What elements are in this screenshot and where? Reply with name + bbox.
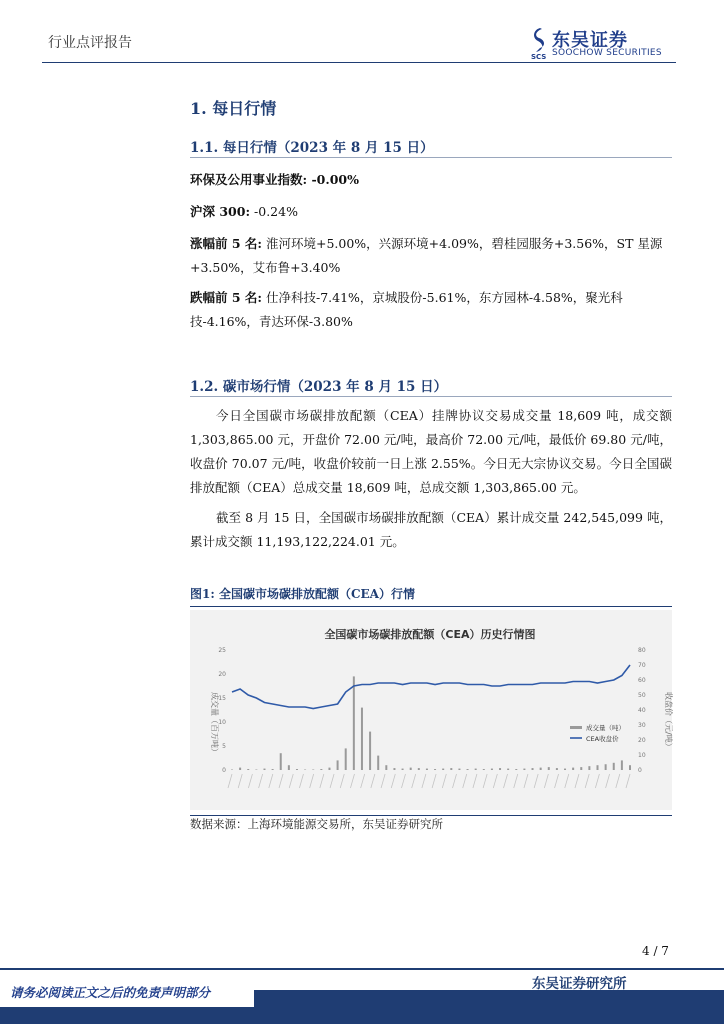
volume-bar xyxy=(377,756,379,770)
right-tick-label: 30 xyxy=(638,722,646,729)
report-type-label: 行业点评报告 xyxy=(48,35,132,51)
volume-bar xyxy=(369,732,371,770)
volume-bar xyxy=(523,769,525,770)
left-tick-label: 15 xyxy=(218,695,226,702)
volume-bar xyxy=(442,769,444,770)
subsection-divider xyxy=(190,157,672,158)
right-tick-label: 0 xyxy=(638,767,642,774)
volume-bar xyxy=(337,760,339,770)
volume-bar xyxy=(288,765,290,770)
volume-bar xyxy=(263,769,265,770)
hs300-line xyxy=(190,200,672,224)
disclaimer-box[interactable] xyxy=(0,976,254,1006)
right-tick-label: 40 xyxy=(638,707,646,714)
index-line xyxy=(190,168,672,192)
figure-top-rule xyxy=(190,606,672,607)
volume-bar xyxy=(605,764,607,770)
legend-price: CEA收盘价 xyxy=(586,735,619,743)
volume-bar xyxy=(572,768,574,770)
left-tick-label: 25 xyxy=(218,647,226,654)
section-title: 1. 每日行情 xyxy=(190,99,277,118)
volume-bar xyxy=(320,769,322,770)
volume-bar xyxy=(328,768,330,770)
subsection-divider xyxy=(190,396,672,397)
right-tick-label: 80 xyxy=(638,647,646,654)
volume-bar xyxy=(239,768,241,770)
volume-bar xyxy=(621,760,623,770)
right-axis-ticks xyxy=(638,647,646,774)
losers-line xyxy=(190,286,672,334)
volume-bar xyxy=(483,769,485,770)
volume-bar xyxy=(515,769,517,770)
volume-bar xyxy=(272,769,274,770)
volume-bar xyxy=(450,768,452,770)
gainers-line xyxy=(190,232,672,280)
figure-source: 数据来源：上海环境能源交易所，东吴证券研究所 xyxy=(190,817,443,831)
volume-bar xyxy=(540,768,542,770)
carbon-paragraph-2: 截至 8 月 15 日，全国碳市场碳排放配额（CEA）累计成交量 242,545,099 吨，累计成交额 11,193,122,224.01 元。 xyxy=(190,510,672,549)
volume-bar xyxy=(491,769,493,770)
volume-bar xyxy=(280,753,282,770)
volume-bar xyxy=(467,769,469,770)
right-tick-label: 20 xyxy=(638,737,646,744)
volume-bar xyxy=(345,748,347,770)
hs300-label: 沪深 300: xyxy=(190,204,251,219)
logo-english: SOOCHOW SECURITIES xyxy=(552,48,662,58)
footer-divider xyxy=(0,968,724,970)
left-axis-label: 成交量（百万吨） xyxy=(210,692,219,756)
logo-mark-text: SCS xyxy=(531,53,547,61)
gainers-label: 涨幅前 5 名: xyxy=(190,236,263,251)
footer-band xyxy=(0,1007,724,1024)
volume-bar xyxy=(410,768,412,770)
right-tick-label: 50 xyxy=(638,692,646,699)
disclaimer-text[interactable]: 请务必阅读正文之后的免责声明部分 xyxy=(10,985,211,1000)
right-axis-label: 收盘价（元/吨） xyxy=(664,692,673,751)
volume-bar xyxy=(597,765,599,770)
carbon-paragraph-1: 今日全国碳市场碳排放配额（CEA）挂牌协议交易成交量 18,609 吨，成交额 1,303,865.00 元，开盘价 72.00 元/吨，最高价 72.00 元/吨，最低价 69.80 元/吨，收盘价 70.07 元/吨，收盘价较前一日上涨 2.55%。今日无大宗协议交易。今日全国碳排放配额（CEA）总成交量 18,609 吨，总成交额 1,303,865.00 元。 xyxy=(190,408,672,495)
volume-bar xyxy=(434,769,436,770)
volume-bar xyxy=(247,769,249,770)
volume-bar xyxy=(499,768,501,770)
volume-bar xyxy=(296,769,298,770)
volume-bar xyxy=(361,708,363,770)
header-divider xyxy=(42,62,676,63)
left-tick-label: 10 xyxy=(218,719,226,726)
volume-bar xyxy=(458,769,460,770)
chart-title: 全国碳市场碳排放配额（CEA）历史行情图 xyxy=(324,628,536,641)
volume-bar xyxy=(426,769,428,770)
volume-bar xyxy=(613,763,615,770)
right-tick-label: 10 xyxy=(638,752,646,759)
left-tick-label: 5 xyxy=(222,743,226,750)
index-label: 环保及公用事业指数: xyxy=(190,172,308,187)
losers-text: 仕净科技-7.41%，京城股份-5.61%，东方园林-4.58%，聚光科技-4.16%，青达环保-3.80% xyxy=(190,290,623,329)
figure-caption: 图1: 全国碳市场碳排放配额（CEA）行情 xyxy=(190,587,415,601)
volume-bar xyxy=(532,768,534,770)
volume-bar xyxy=(588,766,590,770)
logo-mark-icon xyxy=(530,26,550,60)
brand-logo xyxy=(530,26,680,62)
volume-bar xyxy=(507,769,509,770)
gainers-text: 淮河环境+5.00%，兴源环境+4.09%，碧桂园服务+3.56%，ST 星源+3.50%，艾布鲁+3.40% xyxy=(190,236,663,275)
volume-bar xyxy=(402,769,404,770)
volume-bar xyxy=(475,769,477,770)
volume-bar xyxy=(353,676,355,770)
hs300-value: -0.24% xyxy=(250,204,298,219)
volume-bar xyxy=(556,768,558,770)
volume-bar xyxy=(580,767,582,770)
legend-volume: 成交量（吨） xyxy=(586,724,625,732)
volume-bar xyxy=(629,765,631,770)
volume-bar xyxy=(385,765,387,770)
volume-bar xyxy=(548,767,550,770)
left-tick-label: 20 xyxy=(218,671,226,678)
logo-chinese: 东吴证券 xyxy=(552,30,628,51)
subsection-title-daily: 1.1. 每日行情（2023 年 8 月 15 日） xyxy=(190,140,434,156)
legend-volume-swatch xyxy=(570,726,582,729)
research-institute: 东吴证券研究所 xyxy=(532,976,627,992)
footer-band-upper xyxy=(254,990,724,1007)
left-tick-label: 0 xyxy=(222,767,226,774)
cea-chart xyxy=(190,610,672,810)
right-tick-label: 70 xyxy=(638,662,646,669)
index-value: -0.00% xyxy=(307,172,359,187)
losers-label: 跌幅前 5 名: xyxy=(190,290,263,305)
subsection-title-carbon: 1.2. 碳市场行情（2023 年 8 月 15 日） xyxy=(190,379,448,395)
volume-bar xyxy=(418,768,420,770)
volume-bar xyxy=(564,769,566,770)
page-number: 4 / 7 xyxy=(642,944,669,958)
volume-bar xyxy=(393,768,395,770)
right-tick-label: 60 xyxy=(638,677,646,684)
